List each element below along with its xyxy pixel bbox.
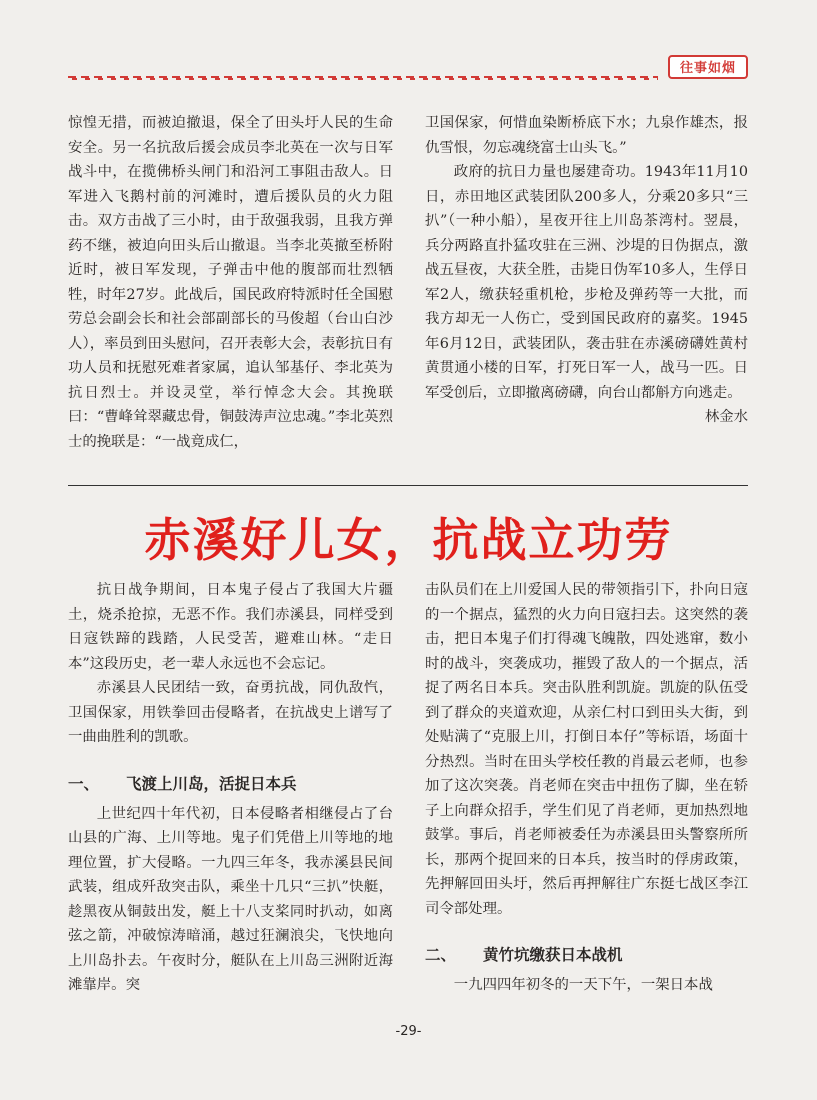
section-paragraph: 上世纪四十年代初，日本侵略者相继侵占了台山县的广海、上川等地。鬼子们凭借上川等地的地理位置，扩大侵略。一九四三年冬，我赤溪县民间武装，组成歼敌突击队，乘坐十几只“三扒”快艇，趁黑夜从铜鼓出发，艇上十八支桨同时扒动，如离弦之箭，冲破惊涛暗涌，越过狂澜浪尖，飞快地向上川岛扑去。午夜时分，艇队在上川岛三洲附近海滩靠岸。突 — [68, 805, 393, 993]
page-number: -29- — [395, 1024, 422, 1039]
article-right-column — [425, 578, 748, 998]
section-number: 一、 — [68, 774, 100, 793]
section-title: 飞渡上川岛，活捉日本兵 — [126, 774, 297, 793]
section-heading-1 — [68, 772, 393, 796]
top-article-paragraph: 惊惶无措，而被迫撤退，保全了田头圩人民的生命安全。另一名抗敌后援会成员李北英在一次与日军战斗中，在揽佛桥头闸门和沿河工事阻击敌人。日军进入飞鹅村前的河滩时，遭后援队员的火力阻击。双方击战了三小时，由于敌强我弱，且我方弹药不继，被迫向田头后山撤退。当李北英撤至桥附近时，被日军发现，子弹击中他的腹部而壮烈牺牲，时年27岁。此战后，国民政府特派时任全国慰劳总会副会长和社会部副部长的马俊超（台山白沙人），率员到田头慰问，召开表彰大会，表彰抗日有功人员和抚慰死难者家属，追认邹基仔、李北英为抗日烈士。并设灵堂，举行悼念大会。其挽联曰：“曹峰耸翠藏忠骨，铜鼓涛声泣忠魂。”李北英烈士的挽联是：“一战竟成仁， — [68, 115, 393, 450]
section-paragraph: 击队员们在上川爱国人民的带领指引下，扑向日寇的一个据点，猛烈的火力向日寇扫去。这突然的袭击，把日本鬼子们打得魂飞魄散，四处逃窜，数小时的战斗，突袭成功，摧毁了敌人的一个据点，活捉了两名日本兵。突击队胜利凯旋。凯旋的队伍受到了群众的夹道欢迎，从亲仁村口到田头大街，到处贴满了“克服上川，打倒日本仔”等标语，场面十分热烈。当时在田头学校任教的肖最云老师，也参加了这次突袭。肖老师在突击中扭伤了脚，坐在轿子上向群众招手，学生们见了肖老师，更加热烈地鼓掌。事后，肖老师被委任为赤溪县田头警察所所长，那两个捉回来的日本兵，按当时的俘虏政策，先押解回田头圩，然后再押解往广东挺七战区李江司令部处理。 — [425, 582, 748, 917]
top-article-paragraph: 卫国保家，何惜血染断桥底下水；九泉作雄杰，报仇雪恨，勿忘魂绕富士山头飞。” — [425, 115, 748, 156]
section-paragraph: 一九四四年初冬的一天下午，一架日本战 — [453, 977, 713, 993]
section-divider — [68, 485, 748, 486]
intro-paragraph: 赤溪县人民团结一致，奋勇抗战，同仇敌忾，卫国保家，用铁拳回击侵略者，在抗战史上谱写了一曲曲胜利的凯歌。 — [68, 680, 393, 745]
top-article-paragraph: 政府的抗日力量也屡建奇功。1943年11月10日，赤田地区武装团队200多人，分乘20多只“三扒”（一种小船），星夜开往上川岛茶湾村。翌晨，兵分两路直扑猛攻驻在三洲、沙堤的日伪据点，激战五昼夜，大获全胜，击毙日伪军10多人，生俘日军2人，缴获轻重机枪，步枪及弹药等一大批，而我方却无一人伤亡，受到国民政府的嘉奖。1945年6月12日，武装团队，袭击驻在赤溪磅礴姓黄村黄贯通小楼的日军，打死日军一人，战马一匹。日军受创后，立即撤离磅礴，向台山都斛方向逃走。 — [425, 164, 748, 401]
column-badge: 往事如烟 — [668, 55, 748, 79]
article-title: 赤溪好儿女，抗战立功劳 — [144, 513, 673, 567]
section-heading-2 — [425, 943, 748, 967]
top-article-right-column — [425, 111, 748, 430]
intro-paragraph: 抗日战争期间，日本鬼子侵占了我国大片疆土，烧杀抢掠，无恶不作。我们赤溪县，同样受到日寇铁蹄的践踏，人民受苦，避难山林。“走日本”这段历史，老一辈人永远也不会忘记。 — [68, 582, 393, 672]
section-title: 黄竹坑缴获日本战机 — [483, 946, 623, 964]
section-number: 二、 — [425, 946, 457, 964]
article-left-column — [68, 578, 393, 998]
top-article-left-column — [68, 111, 393, 454]
header-decorative-border-alt — [68, 75, 658, 85]
author-name: 林金水 — [704, 409, 748, 425]
